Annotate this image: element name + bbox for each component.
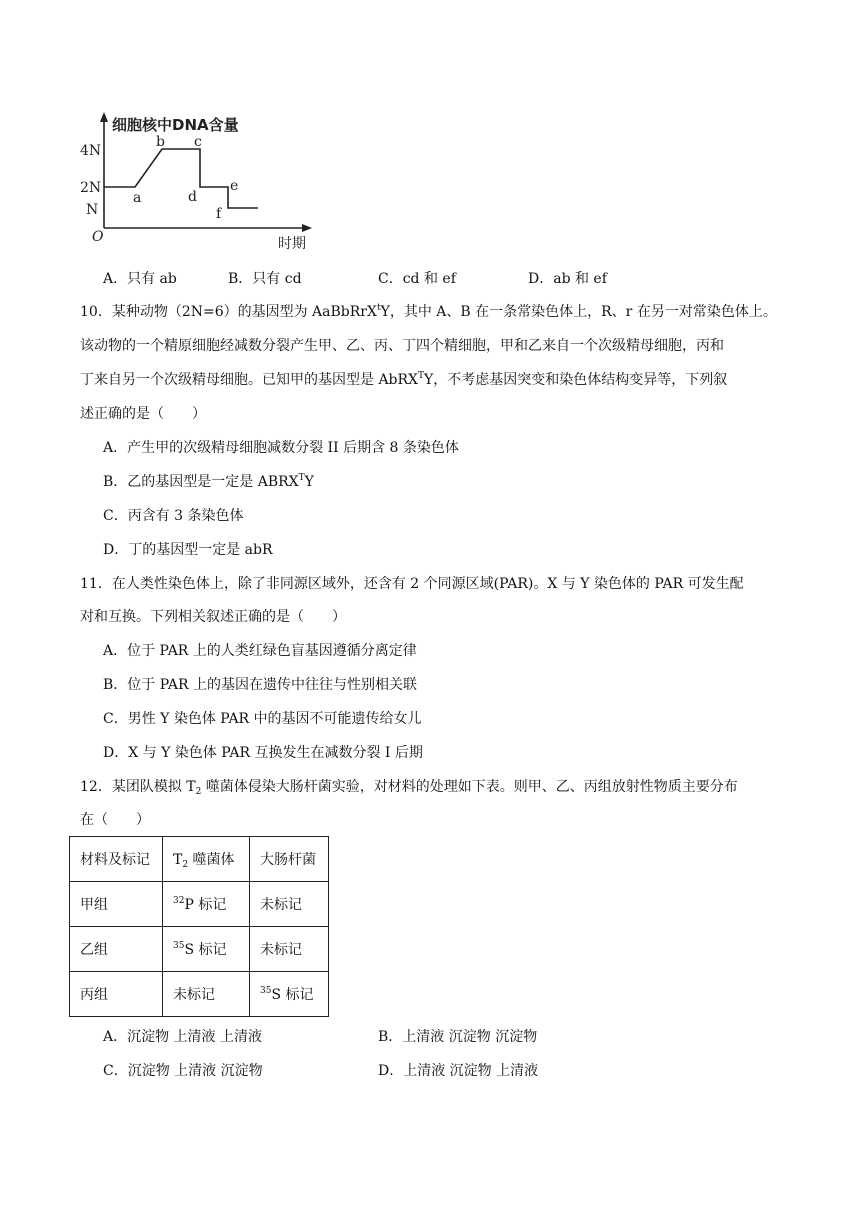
table-cell: $^{35}$S 标记 (163, 927, 250, 972)
q10-option-a[interactable]: A．产生甲的次级精母细胞减数分裂 II 后期含 8 条染色体 (103, 440, 459, 456)
labeling-table (69, 836, 329, 1017)
q10-option-c[interactable]: C．丙含有 3 条染色体 (103, 508, 244, 524)
point-d: d (188, 189, 197, 205)
table-row (70, 972, 329, 1017)
table-row (70, 927, 329, 972)
q9-option-c[interactable]: C．cd 和 ef (378, 271, 456, 287)
table-row (70, 882, 329, 927)
figure-origin: O (92, 229, 104, 245)
table-header-cell: $T_2$ 噬菌体 (163, 837, 250, 882)
q10-stem-line1: 10．某种动物（2N=6）的基因型为 AaBbRrX$^t$Y，其中 A、B 在一条常染色体上，R、r 在另一对常染色体上。 (80, 303, 777, 320)
q11-stem-line2: 对和互换。下列相关叙述正确的是（ ） (80, 609, 346, 625)
q12-stem-line1: 12．某团队模拟 $T_2$ 噬菌体侵染大肠杆菌实验，对材料的处理如下表。则甲、乙、丙组放射性物质主要分布 (80, 779, 738, 797)
q11-stem-line1: 11．在人类性染色体上，除了非同源区域外，还含有 2 个同源区域(PAR)。X 与 Y 染色体的 PAR 可发生配 (80, 576, 744, 592)
q10-stem-line4: 述正确的是（ ） (80, 406, 206, 422)
q11-option-a[interactable]: A．位于 PAR 上的人类红绿色盲基因遵循分离定律 (103, 643, 417, 659)
table-header-cell: 材料及标记 (70, 837, 163, 882)
point-e: e (230, 178, 239, 194)
table-cell: 未标记 (163, 972, 250, 1017)
q10-stem-line3: 丁来自另一个次级精母细胞。已知甲的基因型是 AbRX$^T$Y，不考虑基因突变和染色体结构变异等，下列叙 (80, 371, 728, 388)
q11-option-b[interactable]: B．位于 PAR 上的基因在遗传中往往与性别相关联 (103, 677, 417, 693)
q12-option-a[interactable]: A．沉淀物 上清液 上清液 (103, 1029, 263, 1045)
table-cell: 乙组 (70, 927, 163, 972)
q10-option-d[interactable]: D．丁的基因型一定是 abR (103, 542, 273, 558)
q11-option-d[interactable]: D．X 与 Y 染色体 PAR 互换发生在减数分裂 I 后期 (103, 745, 423, 761)
point-c: c (194, 134, 202, 150)
ytick-n: N (86, 202, 99, 218)
dna-content-figure (80, 108, 330, 256)
table-cell: $^{32}$P 标记 (163, 882, 250, 927)
table-cell: 未标记 (250, 882, 329, 927)
q12-option-d[interactable]: D．上清液 沉淀物 上清液 (378, 1063, 539, 1079)
q9-option-d[interactable]: D．ab 和 ef (528, 271, 607, 287)
ytick-4n: 4N (80, 143, 102, 159)
q12-stem-line2: 在（ ） (80, 812, 150, 828)
q12-option-b[interactable]: B．上清液 沉淀物 沉淀物 (378, 1029, 538, 1045)
figure-xlabel: 时期 (278, 236, 306, 252)
figure-ylabel: 细胞核中DNA含量 (112, 116, 239, 134)
point-f: f (216, 206, 222, 222)
q10-option-b[interactable]: B．乙的基因型是一定是 $ABRX^TY$ (103, 473, 314, 490)
q12-option-c[interactable]: C．沉淀物 上清液 沉淀物 (103, 1063, 263, 1079)
q9-option-a[interactable]: A．只有 ab (103, 271, 177, 287)
y-axis-arrow (100, 112, 108, 122)
table-cell: 未标记 (250, 927, 329, 972)
q10-stem-line2: 该动物的一个精原细胞经减数分裂产生甲、乙、丙、丁四个精细胞，甲和乙来自一个次级精母细胞，丙和 (80, 338, 724, 354)
table-cell: $^{35}$S 标记 (250, 972, 329, 1017)
ytick-2n: 2N (80, 180, 102, 196)
x-axis-arrow (302, 224, 312, 232)
table-header-row (70, 837, 329, 882)
table-cell: 丙组 (70, 972, 163, 1017)
point-b: b (156, 134, 165, 150)
point-a: a (133, 190, 142, 206)
table-header-cell: 大肠杆菌 (250, 837, 329, 882)
q11-option-c[interactable]: C．男性 Y 染色体 PAR 中的基因不可能遗传给女儿 (103, 711, 422, 727)
table-cell: 甲组 (70, 882, 163, 927)
q9-option-b[interactable]: B．只有 cd (228, 271, 302, 287)
